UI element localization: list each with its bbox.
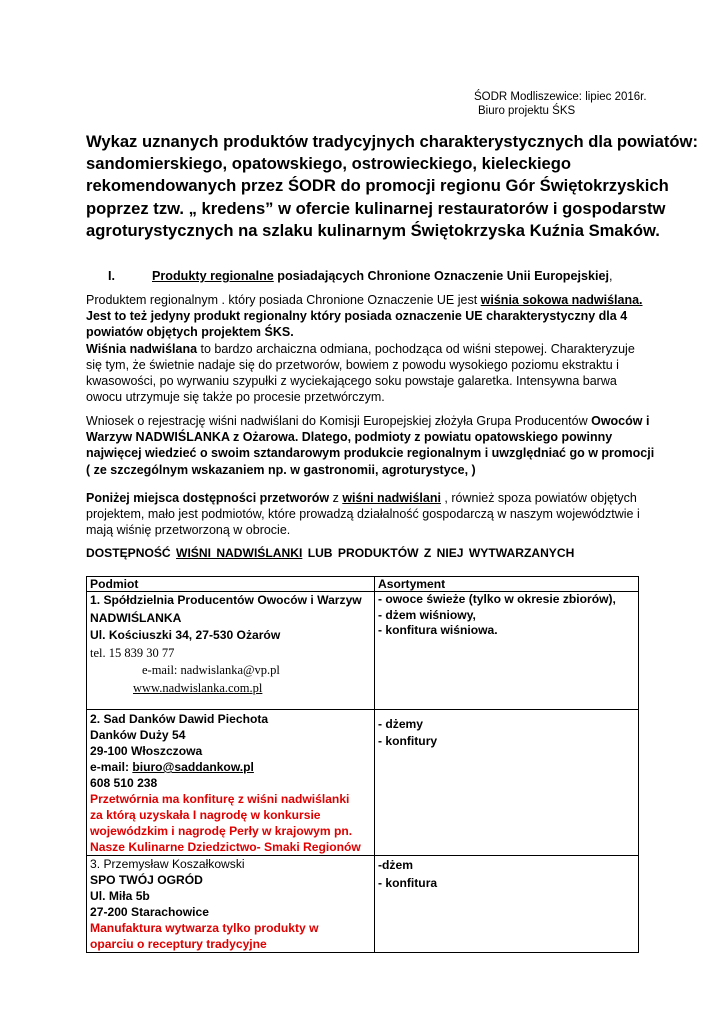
entity-cell xyxy=(87,592,375,710)
cherry-link[interactable]: wiśni nadwiślani xyxy=(342,491,441,505)
section-heading-rest: posiadających Chronione Oznaczenie Unii Europejskiej xyxy=(273,269,609,283)
assortment-item: - konfitura wiśniowa. xyxy=(378,623,498,637)
entity-note: Przetwórnia ma konfiturę z wiśni nadwiślanki xyxy=(90,792,350,806)
entity-email[interactable]: e-mail: nadwislanka@vp.pl xyxy=(142,663,280,677)
assortment-cell xyxy=(375,592,639,710)
entity-name: 3. Przemysław Koszałkowski xyxy=(90,857,245,871)
para2-line: ( ze szczególnym wskazaniem np. w gastronomii, agroturystyce, ) xyxy=(86,462,476,477)
table-row xyxy=(87,710,639,856)
para1-line: owocu utrzymuje się także po procesie przetwórczym. xyxy=(86,390,385,405)
entity-cell xyxy=(87,856,375,953)
title-line: sandomierskiego, opatowskiego, ostrowieckiego, kieleckiego xyxy=(86,154,572,174)
entity-street: Ul. Miła 5b xyxy=(90,889,150,903)
para2-line: najwięcej wiedzieć o swoim sztandarowym produkcie regionalnym i uwzględniać go w promocji xyxy=(86,446,655,461)
paragraph-registration xyxy=(86,413,655,478)
assortment-item: - dżem wiśniowy, xyxy=(378,607,476,622)
assortment-cell xyxy=(375,856,639,953)
entity-name: 1. Spółdzielnia Producentów Owoców i Warzyw xyxy=(90,593,362,607)
para3-text: z xyxy=(329,491,343,505)
table-title-suffix: LUB PRODUKTÓW Z NIEJ WYTWARZANYCH xyxy=(302,546,575,560)
para3-line: projektem, mało jest podmiotów, które prowadzą działalność gospodarczą w naszym województwie i xyxy=(86,507,640,522)
para3-line: mają wiśnię przetworzoną w obrocie. xyxy=(86,523,291,538)
entity-note: Nasze Kulinarne Dziedzictwo- Smaki Regionów xyxy=(90,840,361,854)
entity-city: 27-200 Starachowice xyxy=(90,905,209,919)
title-line: agroturystycznych na szlaku kulinarnym Świętokrzyska Kuźnia Smaków. xyxy=(86,220,660,240)
entity-cell xyxy=(87,710,375,856)
entity-address: Ul. Kościuszki 34, 27-530 Ożarów xyxy=(90,628,281,642)
para1-text: Produktem regionalnym . który posiada Chronione Oznaczenie UE jest xyxy=(86,293,481,307)
assortment-item: - dżemy xyxy=(378,717,424,731)
para3-bold: Poniżej miejsca dostępności przetworów xyxy=(86,491,330,505)
table-row xyxy=(87,856,639,953)
entity-phone: 608 510 238 xyxy=(90,776,158,790)
header-office: Biuro projektu ŚKS xyxy=(478,105,576,117)
entity-note: Manufaktura wytwarza tylko produkty w xyxy=(90,921,319,935)
entity-phone: tel. 15 839 30 77 xyxy=(90,645,175,660)
section-number: I. xyxy=(108,269,115,283)
entity-note: oparciu o receptury tradycyjne xyxy=(90,937,267,951)
para2-line: Warzyw NADWIŚLANKA z Ożarowa. Dlatego, podmioty z powiatu opatowskiego powinny xyxy=(86,430,613,445)
para1-bold-term: Wiśnia nadwiślana xyxy=(86,341,198,356)
assortment-item: - konfitury xyxy=(378,733,438,748)
title-line: rekomendowanych przez ŚODR do promocji regionu Gór Świętokrzyskich xyxy=(86,176,669,196)
email-label: e-mail: xyxy=(90,760,133,774)
para1-line: kwasowości, po wyrwaniu szypułki z wyciekającego soku powstaje galaretka. Intensywna barwa xyxy=(86,374,617,389)
entity-company: SPO TWÓJ OGRÓD xyxy=(90,873,203,887)
header-org-date: ŚODR Modliszewice: lipiec 2016r. xyxy=(474,91,647,103)
entity-name: NADWIŚLANKA xyxy=(90,610,182,625)
para1-line: powiatów objętych projektem ŚKS. xyxy=(86,325,294,340)
assortment-item: - owoce świeże (tylko w okresie zbiorów), xyxy=(378,592,616,606)
availability-table xyxy=(86,576,639,953)
entity-street: Danków Duży 54 xyxy=(90,728,186,742)
header-cell-assortment: Asortyment xyxy=(375,577,639,592)
entity-website-link[interactable]: www.nadwislanka.com.pl xyxy=(133,680,263,695)
table-title-prefix: DOSTĘPNOŚĆ xyxy=(86,546,177,560)
entity-email-link[interactable]: biuro@saddankow.pl xyxy=(132,760,254,774)
table-row xyxy=(87,592,639,710)
title-line: poprzez tzw. „ kredens” w ofercie kulinarnej restauratorów i gospodarstw xyxy=(86,198,666,218)
para1-text: to bardzo archaiczna odmiana, pochodząca od wiśni stepowej. Charakteryzuje xyxy=(197,341,635,356)
para2-bold: Owoców i xyxy=(591,414,650,428)
para1-line: Jest to też jedyny produkt regionalny który posiada oznaczenie UE charakterystyczny dla 4 xyxy=(86,309,628,324)
para3-text: , również spoza powiatów objętych xyxy=(440,491,637,505)
para2-text: Wniosek o rejestrację wiśni nadwiślani do Komisji Europejskiej złożyła Grupa Producentów xyxy=(86,414,592,428)
assortment-item: - konfitura xyxy=(378,876,438,890)
document-header xyxy=(474,90,647,118)
paragraph-regional-product xyxy=(86,292,646,405)
document-title xyxy=(86,131,698,242)
section-heading-underlined: Produkty regionalne xyxy=(152,269,274,283)
paragraph-availability xyxy=(86,490,646,539)
entity-city: 29-100 Włoszczowa xyxy=(90,744,203,758)
header-cell-entity: Podmiot xyxy=(87,577,375,592)
table-header-row xyxy=(87,577,639,592)
table-title xyxy=(86,546,574,560)
table-title-underlined: WIŚNI NADWIŚLANKI xyxy=(176,546,303,560)
section-heading xyxy=(86,269,613,283)
para1-line: się tym, że świetnie nadaje się do przetworów, bowiem z powodu wysokiego poziomu ekstraktu i xyxy=(86,357,619,372)
entity-note: za którą uzyskała I nagrodę w konkursie xyxy=(90,808,321,822)
title-line: Wykaz uznanych produktów tradycyjnych charakterystycznych dla powiatów: xyxy=(86,132,698,151)
product-link[interactable]: wiśnia sokowa nadwiślana. xyxy=(480,293,643,307)
entity-name: 2. Sad Danków Dawid Piechota xyxy=(90,712,269,726)
entity-note: wojewódzkim i nagrodę Perły w krajowym pn. xyxy=(90,824,353,838)
section-heading-comma: , xyxy=(609,269,613,283)
assortment-item: -dżem xyxy=(378,858,413,872)
assortment-cell xyxy=(375,710,639,856)
